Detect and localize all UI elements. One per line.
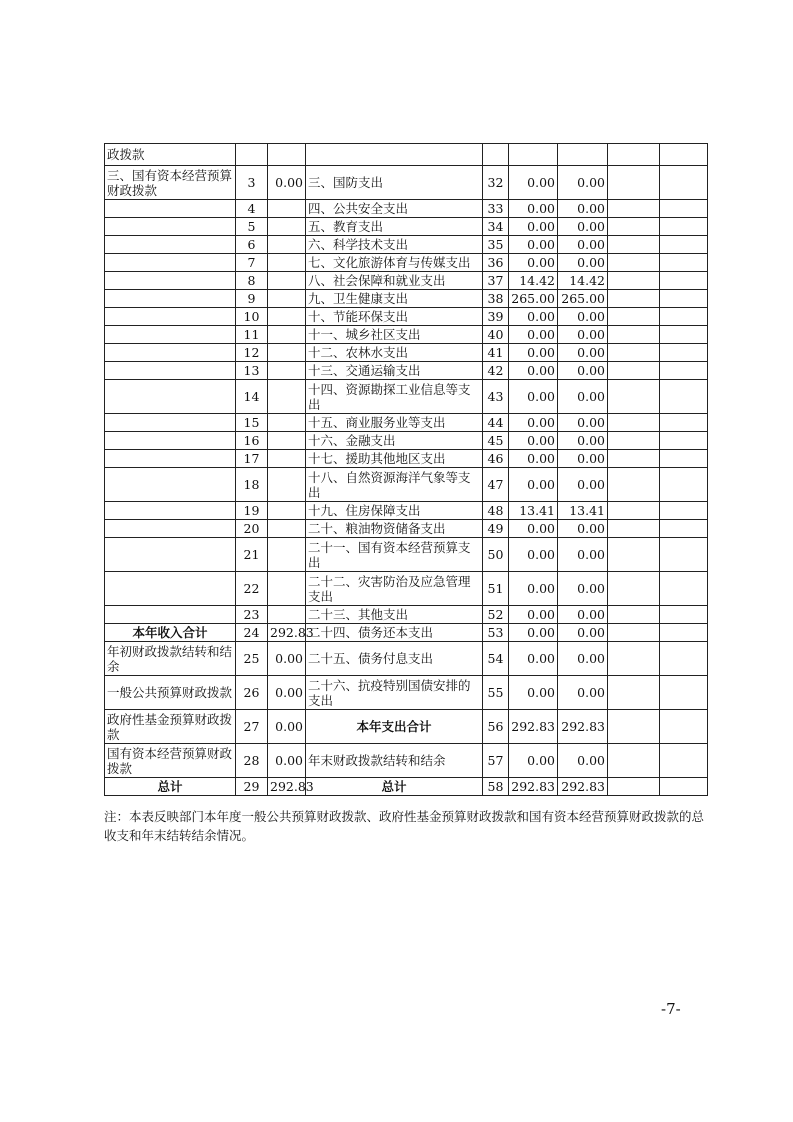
right-amount-2-cell [558,144,608,166]
right-amount-1-cell: 0.00 [509,414,558,432]
left-item-cell: 总计 [105,778,236,796]
right-amount-1-cell: 0.00 [509,642,558,676]
empty-cell [660,450,708,468]
right-item-cell: 十五、商业服务业等支出 [306,414,483,432]
left-amount-cell [268,414,306,432]
empty-cell [660,624,708,642]
left-amount-cell [268,308,306,326]
left-item-cell: 政拨款 [105,144,236,166]
empty-cell [608,254,660,272]
right-amount-1-cell: 0.00 [509,308,558,326]
right-amount-1-cell: 0.00 [509,520,558,538]
empty-cell [608,642,660,676]
right-amount-1-cell: 0.00 [509,380,558,414]
table-row [105,326,708,344]
right-line-number-cell: 43 [483,380,509,414]
empty-cell [660,308,708,326]
empty-cell [608,344,660,362]
empty-cell [608,308,660,326]
left-item-cell [105,520,236,538]
table-row [105,450,708,468]
left-amount-cell [268,236,306,254]
right-item-cell: 二十一、国有资本经营预算支出 [306,538,483,572]
right-item-cell: 十、节能环保支出 [306,308,483,326]
right-line-number-cell: 53 [483,624,509,642]
empty-cell [660,502,708,520]
empty-cell [608,450,660,468]
table-row [105,744,708,778]
left-line-number-cell: 18 [236,468,268,502]
left-item-cell [105,218,236,236]
right-item-cell: 二十二、灾害防治及应急管理支出 [306,572,483,606]
left-line-number-cell: 10 [236,308,268,326]
left-line-number-cell [236,144,268,166]
right-amount-2-cell: 0.00 [558,606,608,624]
right-amount-1-cell: 0.00 [509,218,558,236]
left-amount-cell [268,572,306,606]
right-amount-2-cell: 0.00 [558,744,608,778]
right-item-cell: 三、国防支出 [306,166,483,200]
right-item-cell: 总计 [306,778,483,796]
empty-cell [608,624,660,642]
left-line-number-cell: 20 [236,520,268,538]
left-item-cell [105,432,236,450]
right-amount-2-cell: 265.00 [558,290,608,308]
empty-cell [608,502,660,520]
right-line-number-cell: 32 [483,166,509,200]
right-item-cell: 十二、农林水支出 [306,344,483,362]
left-item-cell [105,450,236,468]
left-amount-cell [268,326,306,344]
left-amount-cell [268,254,306,272]
left-line-number-cell: 24 [236,624,268,642]
left-amount-cell [268,502,306,520]
right-amount-1-cell: 0.00 [509,344,558,362]
left-amount-cell [268,218,306,236]
empty-cell [608,572,660,606]
left-item-cell: 三、国有资本经营预算财政拨款 [105,166,236,200]
empty-cell [660,272,708,290]
right-amount-1-cell: 0.00 [509,450,558,468]
right-amount-1-cell: 0.00 [509,236,558,254]
empty-cell [608,218,660,236]
empty-cell [660,414,708,432]
left-line-number-cell: 21 [236,538,268,572]
left-line-number-cell: 13 [236,362,268,380]
left-amount-cell: 0.00 [268,710,306,744]
right-line-number-cell: 40 [483,326,509,344]
right-amount-2-cell: 0.00 [558,236,608,254]
right-item-cell: 二十三、其他支出 [306,606,483,624]
right-line-number-cell: 42 [483,362,509,380]
empty-cell [608,744,660,778]
left-amount-cell: 0.00 [268,744,306,778]
right-amount-2-cell: 0.00 [558,572,608,606]
empty-cell [660,166,708,200]
left-item-cell: 国有资本经营预算财政拨款 [105,744,236,778]
right-line-number-cell: 37 [483,272,509,290]
left-line-number-cell: 22 [236,572,268,606]
left-amount-cell [268,144,306,166]
right-line-number-cell: 49 [483,520,509,538]
left-item-cell [105,502,236,520]
left-item-cell: 政府性基金预算财政拨款 [105,710,236,744]
right-item-cell: 二十、粮油物资储备支出 [306,520,483,538]
empty-cell [660,254,708,272]
right-amount-2-cell: 0.00 [558,254,608,272]
right-amount-1-cell: 0.00 [509,572,558,606]
left-item-cell [105,272,236,290]
left-item-cell: 年初财政拨款结转和结余 [105,642,236,676]
table-row [105,254,708,272]
fiscal-appropriation-table [104,143,708,796]
left-line-number-cell: 29 [236,778,268,796]
right-line-number-cell: 50 [483,538,509,572]
empty-cell [608,326,660,344]
right-line-number-cell: 38 [483,290,509,308]
empty-cell [660,200,708,218]
right-line-number-cell: 44 [483,414,509,432]
table-row [105,272,708,290]
right-item-cell [306,144,483,166]
left-line-number-cell: 23 [236,606,268,624]
right-amount-1-cell: 0.00 [509,362,558,380]
left-line-number-cell: 28 [236,744,268,778]
right-amount-2-cell: 0.00 [558,538,608,572]
right-amount-1-cell: 292.83 [509,778,558,796]
table-row [105,144,708,166]
left-amount-cell: 292.83 [268,624,306,642]
right-line-number-cell: 35 [483,236,509,254]
right-item-cell: 二十五、债务付息支出 [306,642,483,676]
table-row [105,710,708,744]
empty-cell [660,572,708,606]
left-line-number-cell: 15 [236,414,268,432]
left-item-cell [105,468,236,502]
left-amount-cell [268,606,306,624]
left-amount-cell [268,538,306,572]
left-line-number-cell: 25 [236,642,268,676]
empty-cell [608,166,660,200]
empty-cell [660,432,708,450]
table-row [105,380,708,414]
right-line-number-cell: 36 [483,254,509,272]
left-item-cell [105,414,236,432]
right-amount-1-cell: 0.00 [509,468,558,502]
left-line-number-cell: 14 [236,380,268,414]
left-amount-cell [268,344,306,362]
empty-cell [608,272,660,290]
left-item-cell [105,326,236,344]
right-amount-2-cell: 0.00 [558,624,608,642]
empty-cell [660,710,708,744]
empty-cell [608,290,660,308]
left-amount-cell [268,468,306,502]
left-line-number-cell: 4 [236,200,268,218]
table-row [105,218,708,236]
right-amount-1-cell: 0.00 [509,744,558,778]
right-amount-1-cell: 14.42 [509,272,558,290]
right-amount-2-cell: 0.00 [558,308,608,326]
left-item-cell [105,290,236,308]
empty-cell [660,538,708,572]
table-row [105,676,708,710]
right-item-cell: 七、文化旅游体育与传媒支出 [306,254,483,272]
right-amount-2-cell: 0.00 [558,432,608,450]
left-line-number-cell: 27 [236,710,268,744]
right-amount-1-cell: 0.00 [509,200,558,218]
empty-cell [608,144,660,166]
empty-cell [608,606,660,624]
right-amount-2-cell: 292.83 [558,778,608,796]
left-item-cell [105,606,236,624]
right-line-number-cell: 41 [483,344,509,362]
left-item-cell [105,362,236,380]
empty-cell [660,144,708,166]
table-row [105,642,708,676]
empty-cell [608,200,660,218]
right-item-cell: 本年支出合计 [306,710,483,744]
right-item-cell: 二十四、债务还本支出 [306,624,483,642]
left-item-cell: 一般公共预算财政拨款 [105,676,236,710]
table-row [105,200,708,218]
right-amount-2-cell: 0.00 [558,642,608,676]
right-amount-2-cell: 13.41 [558,502,608,520]
left-item-cell [105,344,236,362]
left-line-number-cell: 19 [236,502,268,520]
right-amount-1-cell: 265.00 [509,290,558,308]
right-line-number-cell: 54 [483,642,509,676]
right-line-number-cell: 52 [483,606,509,624]
left-line-number-cell: 17 [236,450,268,468]
left-amount-cell [268,272,306,290]
empty-cell [660,290,708,308]
right-item-cell: 年末财政拨款结转和结余 [306,744,483,778]
right-amount-1-cell: 292.83 [509,710,558,744]
right-amount-1-cell: 0.00 [509,166,558,200]
table-row [105,432,708,450]
left-amount-cell [268,200,306,218]
empty-cell [608,468,660,502]
table-row [105,778,708,796]
table-row [105,236,708,254]
empty-cell [660,380,708,414]
left-item-cell [105,572,236,606]
right-amount-2-cell: 0.00 [558,520,608,538]
left-amount-cell: 0.00 [268,166,306,200]
right-amount-2-cell: 14.42 [558,272,608,290]
right-amount-1-cell [509,144,558,166]
empty-cell [660,362,708,380]
table-row [105,520,708,538]
right-line-number-cell: 39 [483,308,509,326]
right-item-cell: 十八、自然资源海洋气象等支出 [306,468,483,502]
right-amount-2-cell: 0.00 [558,380,608,414]
empty-cell [608,380,660,414]
table-row [105,308,708,326]
left-item-cell [105,538,236,572]
left-amount-cell: 0.00 [268,676,306,710]
right-item-cell: 九、卫生健康支出 [306,290,483,308]
right-item-cell: 八、社会保障和就业支出 [306,272,483,290]
table-row [105,572,708,606]
right-amount-2-cell: 0.00 [558,676,608,710]
empty-cell [660,606,708,624]
empty-cell [660,676,708,710]
right-amount-1-cell: 0.00 [509,606,558,624]
right-line-number-cell: 57 [483,744,509,778]
right-amount-2-cell: 0.00 [558,166,608,200]
right-item-cell: 十三、交通运输支出 [306,362,483,380]
empty-cell [608,432,660,450]
right-amount-2-cell: 0.00 [558,200,608,218]
right-amount-1-cell: 0.00 [509,538,558,572]
empty-cell [608,710,660,744]
left-item-cell [105,308,236,326]
left-line-number-cell: 7 [236,254,268,272]
left-item-cell: 本年收入合计 [105,624,236,642]
right-amount-1-cell: 13.41 [509,502,558,520]
left-amount-cell [268,380,306,414]
right-item-cell: 十一、城乡社区支出 [306,326,483,344]
right-item-cell: 十四、资源勘探工业信息等支出 [306,380,483,414]
left-item-cell [105,254,236,272]
empty-cell [608,236,660,254]
left-amount-cell [268,362,306,380]
right-amount-1-cell: 0.00 [509,326,558,344]
right-amount-2-cell: 0.00 [558,218,608,236]
right-line-number-cell: 55 [483,676,509,710]
right-amount-2-cell: 0.00 [558,344,608,362]
right-amount-2-cell: 0.00 [558,414,608,432]
table-row [105,362,708,380]
table-row [105,538,708,572]
table-row [105,166,708,200]
right-item-cell: 十七、援助其他地区支出 [306,450,483,468]
left-line-number-cell: 16 [236,432,268,450]
right-amount-1-cell: 0.00 [509,432,558,450]
right-amount-1-cell: 0.00 [509,676,558,710]
right-amount-2-cell: 0.00 [558,362,608,380]
empty-cell [660,344,708,362]
right-line-number-cell: 45 [483,432,509,450]
left-line-number-cell: 6 [236,236,268,254]
empty-cell [608,538,660,572]
page-number: -7- [661,1000,681,1018]
right-item-cell: 五、教育支出 [306,218,483,236]
empty-cell [660,326,708,344]
table-body [105,144,708,796]
left-amount-cell [268,520,306,538]
left-line-number-cell: 12 [236,344,268,362]
empty-cell [660,468,708,502]
empty-cell [608,778,660,796]
right-amount-2-cell: 0.00 [558,468,608,502]
left-amount-cell: 0.00 [268,642,306,676]
left-amount-cell: 292.83 [268,778,306,796]
left-line-number-cell: 3 [236,166,268,200]
right-item-cell: 十六、金融支出 [306,432,483,450]
right-amount-1-cell: 0.00 [509,624,558,642]
right-line-number-cell: 33 [483,200,509,218]
left-line-number-cell: 11 [236,326,268,344]
right-line-number-cell: 46 [483,450,509,468]
right-line-number-cell: 47 [483,468,509,502]
left-amount-cell [268,290,306,308]
left-amount-cell [268,432,306,450]
right-amount-2-cell: 0.00 [558,326,608,344]
right-item-cell: 四、公共安全支出 [306,200,483,218]
right-amount-2-cell: 0.00 [558,450,608,468]
table-row [105,502,708,520]
empty-cell [608,362,660,380]
left-line-number-cell: 9 [236,290,268,308]
table-row [105,290,708,308]
right-line-number-cell: 48 [483,502,509,520]
left-line-number-cell: 5 [236,218,268,236]
right-item-cell: 十九、住房保障支出 [306,502,483,520]
empty-cell [660,642,708,676]
table-row [105,344,708,362]
left-item-cell [105,200,236,218]
right-line-number-cell: 51 [483,572,509,606]
empty-cell [660,218,708,236]
right-line-number-cell: 34 [483,218,509,236]
table-row [105,468,708,502]
right-line-number-cell [483,144,509,166]
right-item-cell: 六、科学技术支出 [306,236,483,254]
empty-cell [660,520,708,538]
empty-cell [608,520,660,538]
table-row [105,414,708,432]
right-amount-1-cell: 0.00 [509,254,558,272]
table-row [105,624,708,642]
left-item-cell [105,236,236,254]
left-amount-cell [268,450,306,468]
right-line-number-cell: 56 [483,710,509,744]
table-row [105,606,708,624]
empty-cell [608,676,660,710]
empty-cell [608,414,660,432]
table-note: 注：本表反映部门本年度一般公共预算财政拨款、政府性基金预算财政拨款和国有资本经营预算财政拨款的总收支和年末结转结余情况。 [104,809,705,843]
right-amount-2-cell: 292.83 [558,710,608,744]
empty-cell [660,236,708,254]
empty-cell [660,744,708,778]
left-line-number-cell: 8 [236,272,268,290]
right-line-number-cell: 58 [483,778,509,796]
left-item-cell [105,380,236,414]
right-item-cell: 二十六、抗疫特别国债安排的支出 [306,676,483,710]
empty-cell [660,778,708,796]
left-line-number-cell: 26 [236,676,268,710]
